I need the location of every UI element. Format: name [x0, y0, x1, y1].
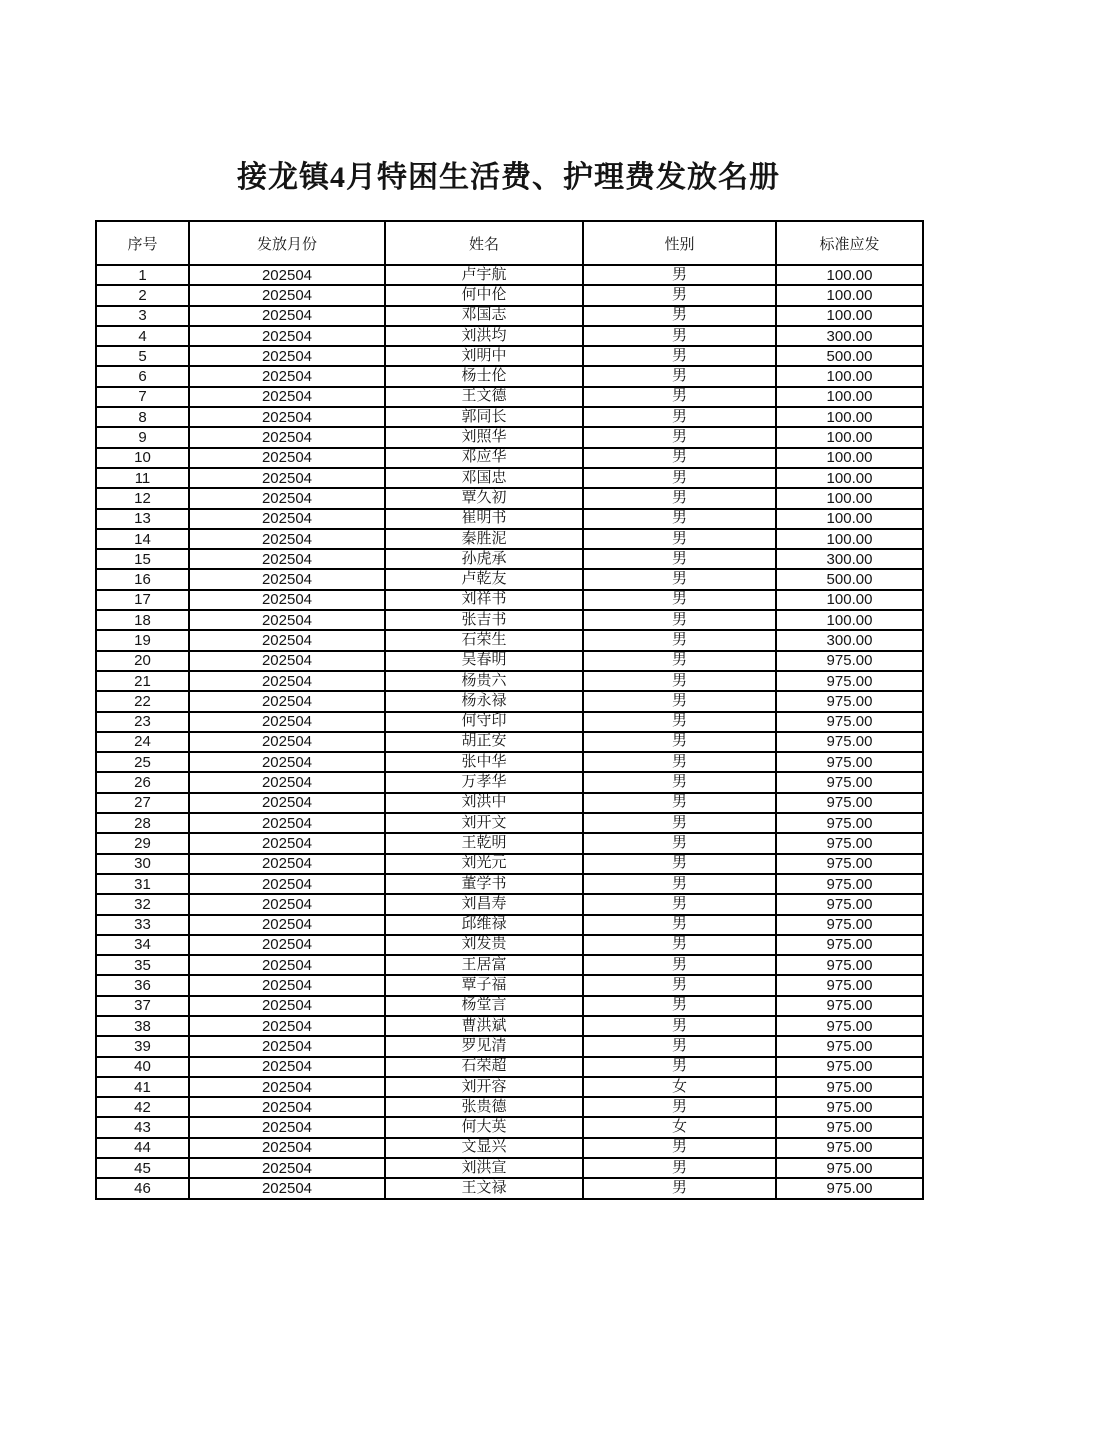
cell-amount: 975.00: [776, 651, 923, 671]
table-row: [96, 427, 923, 447]
roster-table: [95, 220, 924, 1200]
cell-serial: 7: [96, 387, 189, 407]
cell-month: 202504: [189, 894, 385, 914]
cell-month: 202504: [189, 488, 385, 508]
cell-gender: 男: [583, 630, 776, 650]
cell-serial: 43: [96, 1117, 189, 1137]
cell-amount: 975.00: [776, 772, 923, 792]
table-row: [96, 894, 923, 914]
table-row: [96, 1057, 923, 1077]
table-row: [96, 1077, 923, 1097]
cell-amount: 500.00: [776, 346, 923, 366]
cell-serial: 28: [96, 813, 189, 833]
cell-serial: 12: [96, 488, 189, 508]
table-row: [96, 996, 923, 1016]
cell-name: 王乾明: [385, 833, 583, 853]
table-row: [96, 509, 923, 529]
cell-amount: 975.00: [776, 712, 923, 732]
table-body: [96, 265, 923, 1199]
cell-month: 202504: [189, 996, 385, 1016]
table-row: [96, 772, 923, 792]
cell-gender: 男: [583, 874, 776, 894]
cell-month: 202504: [189, 407, 385, 427]
cell-name: 刘开容: [385, 1077, 583, 1097]
cell-month: 202504: [189, 285, 385, 305]
cell-gender: 男: [583, 448, 776, 468]
cell-name: 王文德: [385, 387, 583, 407]
cell-serial: 26: [96, 772, 189, 792]
cell-gender: 男: [583, 1138, 776, 1158]
header-row: [96, 221, 923, 265]
cell-amount: 100.00: [776, 285, 923, 305]
cell-gender: 男: [583, 732, 776, 752]
cell-gender: 男: [583, 427, 776, 447]
cell-serial: 40: [96, 1057, 189, 1077]
cell-month: 202504: [189, 468, 385, 488]
cell-gender: 男: [583, 935, 776, 955]
cell-gender: 女: [583, 1117, 776, 1137]
cell-serial: 29: [96, 833, 189, 853]
cell-serial: 21: [96, 671, 189, 691]
cell-name: 张吉书: [385, 610, 583, 630]
table-row: [96, 448, 923, 468]
cell-month: 202504: [189, 1178, 385, 1198]
cell-serial: 23: [96, 712, 189, 732]
cell-month: 202504: [189, 772, 385, 792]
cell-serial: 4: [96, 326, 189, 346]
table-row: [96, 732, 923, 752]
cell-name: 卢宇航: [385, 265, 583, 285]
cell-name: 何中伦: [385, 285, 583, 305]
cell-gender: 男: [583, 975, 776, 995]
cell-gender: 女: [583, 1077, 776, 1097]
table-row: [96, 529, 923, 549]
table-row: [96, 610, 923, 630]
table-row: [96, 793, 923, 813]
cell-amount: 100.00: [776, 427, 923, 447]
cell-gender: 男: [583, 813, 776, 833]
cell-name: 文显兴: [385, 1138, 583, 1158]
cell-amount: 100.00: [776, 590, 923, 610]
cell-gender: 男: [583, 468, 776, 488]
cell-name: 郭同长: [385, 407, 583, 427]
cell-amount: 975.00: [776, 1036, 923, 1056]
cell-serial: 22: [96, 691, 189, 711]
cell-month: 202504: [189, 569, 385, 589]
cell-month: 202504: [189, 1057, 385, 1077]
cell-gender: 男: [583, 509, 776, 529]
cell-name: 刘昌寿: [385, 894, 583, 914]
cell-month: 202504: [189, 590, 385, 610]
cell-month: 202504: [189, 326, 385, 346]
cell-month: 202504: [189, 427, 385, 447]
table-row: [96, 285, 923, 305]
cell-name: 杨永禄: [385, 691, 583, 711]
table-row: [96, 407, 923, 427]
cell-month: 202504: [189, 955, 385, 975]
cell-month: 202504: [189, 366, 385, 386]
cell-amount: 975.00: [776, 671, 923, 691]
cell-month: 202504: [189, 265, 385, 285]
cell-gender: 男: [583, 1016, 776, 1036]
cell-name: 何守印: [385, 712, 583, 732]
cell-name: 邓国忠: [385, 468, 583, 488]
cell-amount: 975.00: [776, 975, 923, 995]
cell-serial: 16: [96, 569, 189, 589]
cell-serial: 24: [96, 732, 189, 752]
cell-amount: 100.00: [776, 529, 923, 549]
cell-gender: 男: [583, 752, 776, 772]
cell-month: 202504: [189, 691, 385, 711]
table-row: [96, 1158, 923, 1178]
cell-name: 王居富: [385, 955, 583, 975]
table-row: [96, 955, 923, 975]
cell-serial: 13: [96, 509, 189, 529]
table-row: [96, 874, 923, 894]
cell-month: 202504: [189, 306, 385, 326]
cell-amount: 975.00: [776, 1138, 923, 1158]
cell-gender: 男: [583, 894, 776, 914]
cell-serial: 10: [96, 448, 189, 468]
table-row: [96, 488, 923, 508]
cell-serial: 5: [96, 346, 189, 366]
cell-name: 崔明书: [385, 509, 583, 529]
cell-name: 吴春明: [385, 651, 583, 671]
table-row: [96, 752, 923, 772]
cell-gender: 男: [583, 833, 776, 853]
cell-gender: 男: [583, 671, 776, 691]
cell-month: 202504: [189, 610, 385, 630]
table-row: [96, 691, 923, 711]
cell-serial: 33: [96, 915, 189, 935]
cell-serial: 9: [96, 427, 189, 447]
cell-gender: 男: [583, 407, 776, 427]
cell-amount: 100.00: [776, 306, 923, 326]
cell-month: 202504: [189, 1016, 385, 1036]
column-header-amount: 标准应发: [776, 221, 923, 265]
cell-gender: 男: [583, 1178, 776, 1198]
cell-amount: 975.00: [776, 691, 923, 711]
cell-serial: 35: [96, 955, 189, 975]
cell-name: 邓应华: [385, 448, 583, 468]
cell-month: 202504: [189, 813, 385, 833]
table-row: [96, 813, 923, 833]
cell-gender: 男: [583, 590, 776, 610]
cell-name: 杨士伦: [385, 366, 583, 386]
cell-name: 杨堂言: [385, 996, 583, 1016]
cell-name: 刘祥书: [385, 590, 583, 610]
cell-name: 张贵德: [385, 1097, 583, 1117]
cell-serial: 45: [96, 1158, 189, 1178]
cell-name: 刘洪均: [385, 326, 583, 346]
cell-serial: 42: [96, 1097, 189, 1117]
cell-name: 石荣超: [385, 1057, 583, 1077]
table-row: [96, 306, 923, 326]
table-row: [96, 1178, 923, 1198]
cell-gender: 男: [583, 955, 776, 975]
cell-month: 202504: [189, 854, 385, 874]
cell-gender: 男: [583, 1158, 776, 1178]
cell-amount: 100.00: [776, 366, 923, 386]
column-header-serial: 序号: [96, 221, 189, 265]
cell-month: 202504: [189, 712, 385, 732]
cell-amount: 500.00: [776, 569, 923, 589]
table-row: [96, 833, 923, 853]
table-row: [96, 265, 923, 285]
cell-gender: 男: [583, 488, 776, 508]
cell-amount: 100.00: [776, 468, 923, 488]
cell-month: 202504: [189, 1036, 385, 1056]
table-row: [96, 1117, 923, 1137]
cell-gender: 男: [583, 1097, 776, 1117]
cell-amount: 975.00: [776, 996, 923, 1016]
cell-month: 202504: [189, 935, 385, 955]
cell-name: 万孝华: [385, 772, 583, 792]
cell-serial: 1: [96, 265, 189, 285]
table-row: [96, 935, 923, 955]
cell-gender: 男: [583, 1057, 776, 1077]
cell-serial: 37: [96, 996, 189, 1016]
table-row: [96, 712, 923, 732]
cell-serial: 18: [96, 610, 189, 630]
cell-amount: 975.00: [776, 1097, 923, 1117]
table-row: [96, 346, 923, 366]
cell-serial: 15: [96, 549, 189, 569]
table-row: [96, 549, 923, 569]
cell-serial: 46: [96, 1178, 189, 1198]
cell-month: 202504: [189, 975, 385, 995]
cell-amount: 975.00: [776, 874, 923, 894]
cell-name: 王文禄: [385, 1178, 583, 1198]
cell-amount: 975.00: [776, 813, 923, 833]
cell-serial: 27: [96, 793, 189, 813]
cell-amount: 975.00: [776, 935, 923, 955]
cell-gender: 男: [583, 772, 776, 792]
cell-name: 刘光元: [385, 854, 583, 874]
cell-gender: 男: [583, 529, 776, 549]
cell-serial: 19: [96, 630, 189, 650]
cell-name: 秦胜泥: [385, 529, 583, 549]
cell-serial: 11: [96, 468, 189, 488]
cell-amount: 975.00: [776, 1077, 923, 1097]
cell-name: 邓国志: [385, 306, 583, 326]
cell-gender: 男: [583, 366, 776, 386]
cell-amount: 975.00: [776, 854, 923, 874]
cell-name: 杨贵六: [385, 671, 583, 691]
cell-name: 刘发贵: [385, 935, 583, 955]
cell-serial: 31: [96, 874, 189, 894]
cell-amount: 100.00: [776, 265, 923, 285]
cell-month: 202504: [189, 671, 385, 691]
cell-serial: 41: [96, 1077, 189, 1097]
cell-gender: 男: [583, 712, 776, 732]
table-row: [96, 651, 923, 671]
table-row: [96, 1097, 923, 1117]
table-row: [96, 326, 923, 346]
cell-serial: 8: [96, 407, 189, 427]
table-row: [96, 854, 923, 874]
table-row: [96, 915, 923, 935]
cell-serial: 6: [96, 366, 189, 386]
cell-serial: 25: [96, 752, 189, 772]
cell-serial: 38: [96, 1016, 189, 1036]
cell-gender: 男: [583, 854, 776, 874]
cell-amount: 100.00: [776, 387, 923, 407]
cell-gender: 男: [583, 265, 776, 285]
cell-gender: 男: [583, 610, 776, 630]
cell-month: 202504: [189, 1077, 385, 1097]
table-row: [96, 366, 923, 386]
cell-month: 202504: [189, 1138, 385, 1158]
cell-gender: 男: [583, 915, 776, 935]
cell-gender: 男: [583, 346, 776, 366]
cell-month: 202504: [189, 346, 385, 366]
cell-name: 刘开文: [385, 813, 583, 833]
cell-name: 覃子福: [385, 975, 583, 995]
cell-gender: 男: [583, 691, 776, 711]
cell-amount: 975.00: [776, 955, 923, 975]
cell-month: 202504: [189, 1117, 385, 1137]
cell-amount: 975.00: [776, 793, 923, 813]
table-row: [96, 1036, 923, 1056]
cell-name: 张中华: [385, 752, 583, 772]
cell-name: 罗见清: [385, 1036, 583, 1056]
cell-amount: 300.00: [776, 549, 923, 569]
cell-month: 202504: [189, 509, 385, 529]
cell-amount: 300.00: [776, 630, 923, 650]
cell-amount: 100.00: [776, 509, 923, 529]
cell-name: 何大英: [385, 1117, 583, 1137]
cell-amount: 100.00: [776, 407, 923, 427]
cell-amount: 975.00: [776, 1158, 923, 1178]
cell-month: 202504: [189, 793, 385, 813]
cell-serial: 17: [96, 590, 189, 610]
cell-name: 曹洪斌: [385, 1016, 583, 1036]
cell-month: 202504: [189, 874, 385, 894]
cell-amount: 975.00: [776, 833, 923, 853]
table-row: [96, 975, 923, 995]
cell-month: 202504: [189, 833, 385, 853]
cell-gender: 男: [583, 996, 776, 1016]
cell-name: 胡正安: [385, 732, 583, 752]
column-header-name: 姓名: [385, 221, 583, 265]
column-header-gender: 性别: [583, 221, 776, 265]
cell-name: 邱维禄: [385, 915, 583, 935]
cell-month: 202504: [189, 387, 385, 407]
table-row: [96, 630, 923, 650]
cell-serial: 32: [96, 894, 189, 914]
cell-name: 覃久初: [385, 488, 583, 508]
cell-name: 刘洪中: [385, 793, 583, 813]
table-row: [96, 468, 923, 488]
cell-amount: 100.00: [776, 610, 923, 630]
cell-amount: 975.00: [776, 1057, 923, 1077]
cell-serial: 2: [96, 285, 189, 305]
cell-month: 202504: [189, 1158, 385, 1178]
table-row: [96, 590, 923, 610]
cell-serial: 3: [96, 306, 189, 326]
cell-month: 202504: [189, 630, 385, 650]
cell-gender: 男: [583, 387, 776, 407]
cell-amount: 975.00: [776, 732, 923, 752]
cell-amount: 975.00: [776, 1117, 923, 1137]
cell-month: 202504: [189, 1097, 385, 1117]
cell-amount: 300.00: [776, 326, 923, 346]
cell-name: 刘洪宣: [385, 1158, 583, 1178]
cell-month: 202504: [189, 549, 385, 569]
cell-month: 202504: [189, 752, 385, 772]
table-row: [96, 1138, 923, 1158]
cell-gender: 男: [583, 651, 776, 671]
cell-amount: 975.00: [776, 1178, 923, 1198]
cell-amount: 975.00: [776, 752, 923, 772]
page-title: 接龙镇4月特困生活费、护理费发放名册: [237, 161, 780, 194]
cell-gender: 男: [583, 306, 776, 326]
cell-gender: 男: [583, 1036, 776, 1056]
cell-name: 石荣生: [385, 630, 583, 650]
cell-gender: 男: [583, 326, 776, 346]
cell-serial: 39: [96, 1036, 189, 1056]
cell-gender: 男: [583, 569, 776, 589]
cell-serial: 14: [96, 529, 189, 549]
cell-serial: 30: [96, 854, 189, 874]
cell-name: 刘明中: [385, 346, 583, 366]
cell-month: 202504: [189, 651, 385, 671]
cell-name: 刘照华: [385, 427, 583, 447]
cell-name: 卢乾友: [385, 569, 583, 589]
cell-month: 202504: [189, 915, 385, 935]
cell-amount: 975.00: [776, 894, 923, 914]
cell-month: 202504: [189, 732, 385, 752]
cell-amount: 975.00: [776, 1016, 923, 1036]
cell-gender: 男: [583, 285, 776, 305]
table-row: [96, 387, 923, 407]
cell-serial: 20: [96, 651, 189, 671]
table-row: [96, 569, 923, 589]
cell-amount: 100.00: [776, 448, 923, 468]
cell-month: 202504: [189, 448, 385, 468]
cell-name: 孙虎承: [385, 549, 583, 569]
cell-month: 202504: [189, 529, 385, 549]
cell-amount: 100.00: [776, 488, 923, 508]
column-header-month: 发放月份: [189, 221, 385, 265]
cell-serial: 44: [96, 1138, 189, 1158]
cell-serial: 36: [96, 975, 189, 995]
cell-amount: 975.00: [776, 915, 923, 935]
cell-gender: 男: [583, 793, 776, 813]
cell-serial: 34: [96, 935, 189, 955]
cell-gender: 男: [583, 549, 776, 569]
cell-name: 董学书: [385, 874, 583, 894]
table-row: [96, 1016, 923, 1036]
table-row: [96, 671, 923, 691]
